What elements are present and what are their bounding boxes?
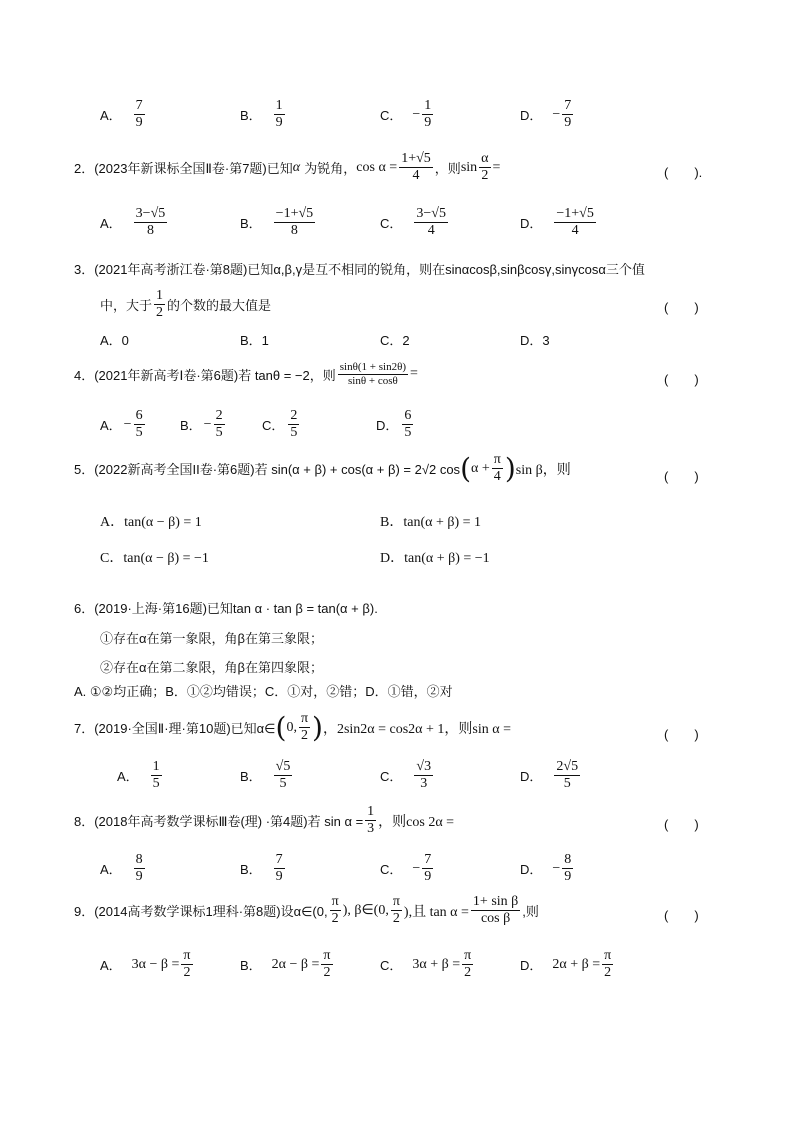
q5-option-b: B．tan(α + β) = 1 [380,515,482,530]
q7-option-c: C． $\frac{√3}{3}$ [380,759,432,792]
q1-option-a: A． $\frac{7}{9}$ [100,98,143,131]
fraction: $\frac{\pi}{2}$ [604,948,612,981]
q1-option-c: C． − $\frac{1}{9}$ [380,98,432,131]
q4-answer-blank: ( ) [664,372,699,387]
q2-option-c: C． $\frac{3-√5}{4}$ [380,206,446,239]
q5-stem: 5．(2022新高考全国II卷·第6题)若 sin(α + β) + cos(α + β) = 2√2 cos ( α + $\frac{\pi}{4}$ ) sin β，则 [74,451,571,485]
fraction: $\frac{1}{2}$ [156,288,164,321]
fraction: $\frac{3-√5}{8}$ [135,206,166,239]
fraction: $\frac{1}{3}$ [367,804,375,837]
q4-option-d: D． $\frac{6}{5}$ [376,408,412,441]
q8-stem: 8．(2018年高考数学课标Ⅲ卷(理) ·第4题)若 sin α = $\frac{1}{3}$ ，则cos 2α = [74,804,455,837]
fraction: $\frac{1}{5}$ [152,759,160,792]
q5-option-a: A．tan(α − β) = 1 [100,515,202,530]
q8-option-b: B． $\frac{7}{9}$ [240,852,283,885]
fraction: $\frac{\pi}{2}$ [331,894,339,927]
q3-option-d: D．3 [520,333,550,348]
q2-stem: 2．(2023年新课标全国Ⅱ卷·第7题)已知 α 为锐角， cos α = $\frac{1+√5}{4}$ ，则 sin $\frac{\alpha}{2}$ = [74,151,501,184]
fraction: $\frac{\pi}{2}$ [464,948,472,981]
fraction: $\frac{8}{9}$ [135,852,143,885]
fraction: $\frac{7}{9}$ [424,852,432,885]
q2-option-b: B． $\frac{-1+√5}{8}$ [240,206,314,239]
q7-answer-blank: ( ) [664,727,699,742]
q5-option-d: D．tan(α + β) = −1 [380,551,490,566]
q9-option-b: B． 2α − β = $\frac{\pi}{2}$ [240,948,331,981]
q2-option-a: A． $\frac{3-√5}{8}$ [100,206,166,239]
q1-option-b: B． $\frac{1}{9}$ [240,98,283,131]
q7-option-d: D． $\frac{2√5}{5}$ [520,759,579,792]
fraction: $\frac{√5}{5}$ [275,759,291,792]
q8-option-a: A． $\frac{8}{9}$ [100,852,143,885]
fraction: $\frac{2√5}{5}$ [556,759,579,792]
q3-answer-blank: ( ) [664,300,699,315]
q9-answer-blank: ( ) [664,908,699,923]
q9-option-c: C． 3α + β = $\frac{\pi}{2}$ [380,948,472,981]
fraction: $\frac{7}{9}$ [275,852,283,885]
q6-answers: A. ①②均正确；B．①②均错误；C．①对，②错；D．①错，②对 [74,684,453,699]
q1-option-d: D． − $\frac{7}{9}$ [520,98,572,131]
fraction: $\frac{7}{9}$ [135,98,143,131]
q3-option-b: B．1 [240,333,269,348]
fraction: $\frac{1+√5}{4}$ [401,151,431,184]
q8-option-c: C． − $\frac{7}{9}$ [380,852,432,885]
fraction: $\frac{7}{9}$ [564,98,572,131]
fraction: $\frac{\pi}{2}$ [323,948,331,981]
q4-option-b: B． − $\frac{2}{5}$ [180,408,223,441]
fraction: $\frac{1}{9}$ [275,98,283,131]
q9-option-d: D． 2α + β = $\frac{\pi}{2}$ [520,948,612,981]
fraction: $\frac{\sin\theta(1 + \sin 2\theta)}{\sin\theta + \cos\theta}$ [339,361,407,387]
fraction: $\frac{√3}{3}$ [416,759,432,792]
fraction: $\frac{-1+√5}{8}$ [275,206,314,239]
q6-stem: 6．(2019·上海·第16题)已知tan α · tan β = tan(α + β). [74,601,378,616]
q6-item2: ②存在α在第二象限，角β在第四象限； [100,660,323,675]
q3-stem-line1: 3．(2021年高考浙江卷·第8题)已知α,β,γ是互不相同的锐角，则在sinαcosβ,sinβcosγ,sinγcosα三个值 [74,262,645,277]
fraction: $\frac{2}{5}$ [215,408,223,441]
q3-option-a: A．0 [100,333,129,348]
q7-stem: 7．(2019·全国Ⅱ·理·第10题)已知α∈ ( 0, $\frac{\pi}{2}$ ) ，2sin2α = cos2α + 1，则sin α = [74,710,511,744]
q9-stem: 9．(2014高考数学课标1理科·第8题)设α∈(0, $\frac{\pi}{2}$ ), β∈(0, $\frac{\pi}{2}$ ),且 tan α = $\frac{\text{1+ sin β}}{\text{cos β}}$ ,则 [74,894,539,927]
q2-answer-blank: ( ). [664,165,703,180]
q8-answer-blank: ( ) [664,817,699,832]
q7-option-b: B． $\frac{√5}{5}$ [240,759,291,792]
q3-option-c: C．2 [380,333,410,348]
q4-option-c: C． $\frac{2}{5}$ [262,408,298,441]
fraction: $\frac{\alpha}{2}$ [481,151,489,184]
q9-option-a: A． 3α − β = $\frac{\pi}{2}$ [100,948,191,981]
q7-option-a: A． $\frac{1}{5}$ [117,759,160,792]
q3-stem-line2: 中，大于 $\frac{1}{2}$ 的个数的最大值是 [100,288,272,321]
fraction: $\frac{\pi}{2}$ [300,711,309,744]
fraction: $\frac{3-√5}{4}$ [416,206,446,239]
fraction: $\frac{\pi}{2}$ [183,948,191,981]
fraction: $\frac{2}{5}$ [290,408,298,441]
fraction: $\frac{6}{5}$ [404,408,412,441]
fraction: $\frac{1}{9}$ [424,98,432,131]
q6-item1: ①存在α在第一象限，角β在第三象限； [100,631,323,646]
q8-option-d: D． − $\frac{8}{9}$ [520,852,572,885]
fraction: $\frac{\text{1+ sin β}}{\text{cos β}}$ [472,894,519,927]
fraction: $\frac{8}{9}$ [564,852,572,885]
fraction: $\frac{\pi}{4}$ [493,452,501,485]
fraction: $\frac{6}{5}$ [135,408,143,441]
q2-option-d: D． $\frac{-1+√5}{4}$ [520,206,594,239]
q4-option-a: A． − $\frac{6}{5}$ [100,408,143,441]
q4-stem: 4．(2021年新高考Ⅰ卷·第6题)若 tanθ = −2，则 $\frac{\sin\theta(1 + \sin 2\theta)}{\sin\theta + \cos\theta}$ = [74,361,418,387]
fraction: $\frac{\pi}{2}$ [392,894,400,927]
q5-answer-blank: ( ) [664,469,699,484]
fraction: $\frac{-1+√5}{4}$ [556,206,594,239]
q5-option-c: C．tan(α − β) = −1 [100,551,209,566]
